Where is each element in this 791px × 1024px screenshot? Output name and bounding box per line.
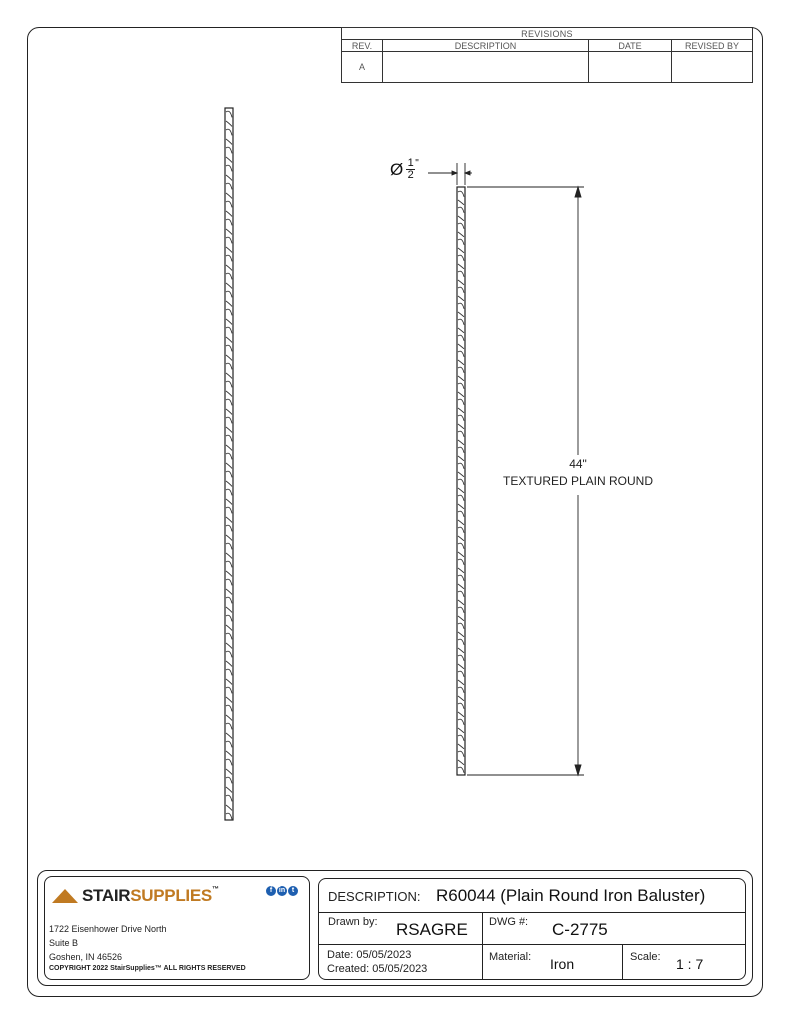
- divider: [482, 912, 483, 980]
- material-label: Material:: [489, 951, 532, 963]
- facebook-icon[interactable]: f: [266, 886, 276, 896]
- diameter-denominator: 2: [407, 169, 414, 181]
- material-value: Iron: [550, 956, 575, 972]
- address-line-2: Suite B: [49, 938, 79, 948]
- scale-value: 1 : 7: [676, 956, 704, 972]
- revisions-title: REVISIONS: [342, 28, 753, 40]
- scale-label: Scale:: [630, 951, 661, 963]
- diameter-unit: ": [415, 158, 419, 169]
- linkedin-icon[interactable]: in: [278, 887, 286, 894]
- twitter-icon[interactable]: t: [288, 886, 298, 896]
- drawn-by-value: RSAGRE: [396, 920, 468, 939]
- diameter-dimension: [428, 163, 472, 185]
- revised-by-header: REVISED BY: [672, 40, 753, 52]
- logo-mark-icon: [52, 889, 78, 903]
- divider: [622, 944, 623, 980]
- rev-header: REV.: [342, 40, 383, 52]
- divider: [318, 912, 746, 913]
- diameter-symbol: Ø: [390, 159, 404, 179]
- created-label: Created: 05/05/2023: [327, 963, 428, 975]
- logo-text-stair: STAIR: [82, 886, 131, 905]
- length-label: 44": [569, 457, 587, 471]
- baluster-front-view: [457, 187, 465, 775]
- date-header: DATE: [589, 40, 672, 52]
- copyright: COPYRIGHT 2022 StairSupplies™ ALL RIGHTS RESERVED: [49, 965, 246, 972]
- social-icons: [266, 886, 298, 896]
- address-line-1: 1722 Eisenhower Drive North: [49, 924, 167, 934]
- drawn-by-label: Drawn by:: [328, 916, 378, 928]
- company-logo: [52, 886, 219, 906]
- description-header: DESCRIPTION: [383, 40, 589, 52]
- logo-text-supplies: SUPPLIES: [130, 886, 212, 905]
- finish-label: TEXTURED PLAIN ROUND: [502, 474, 654, 488]
- dwg-value: C-2775: [552, 920, 608, 939]
- rev-cell: A: [342, 52, 383, 83]
- address-line-3: Goshen, IN 46526: [49, 952, 123, 962]
- diameter-label: [390, 158, 419, 181]
- date-label: Date: 05/05/2023: [327, 949, 412, 961]
- description-value: R60044 (Plain Round Iron Baluster): [436, 886, 706, 905]
- baluster-side-view: [225, 108, 233, 820]
- diameter-numerator: 1: [407, 157, 414, 169]
- dwg-label: DWG #:: [489, 916, 529, 928]
- logo-trademark: ™: [211, 886, 219, 893]
- divider: [318, 944, 746, 945]
- description-label: DESCRIPTION:: [328, 889, 421, 904]
